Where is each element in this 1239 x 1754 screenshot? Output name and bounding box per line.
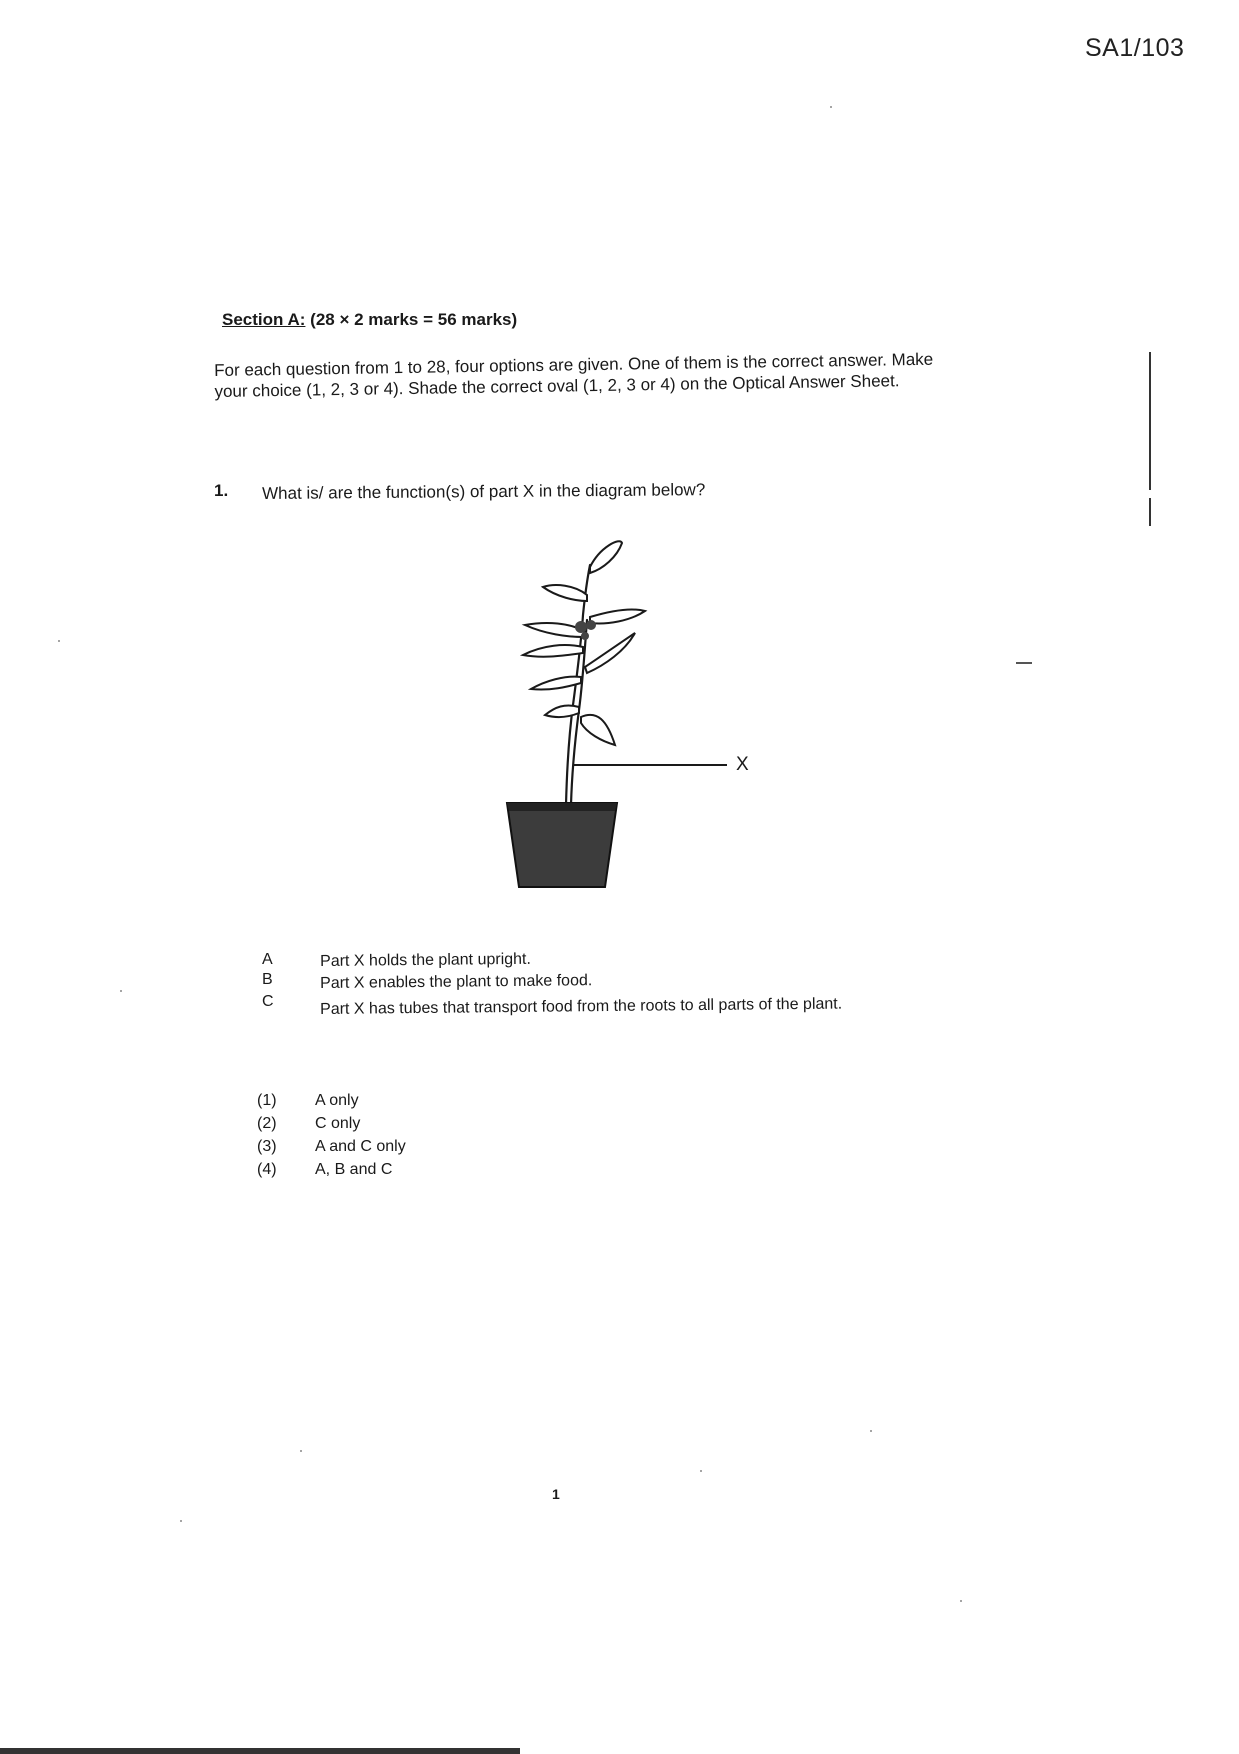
option-number: (4) <box>257 1161 277 1178</box>
scan-speck <box>700 1470 702 1472</box>
scan-speck <box>120 990 122 992</box>
statement-text: Part X holds the plant upright. <box>320 950 531 970</box>
option-text: A only <box>315 1092 359 1109</box>
scan-margin-line <box>1149 352 1151 490</box>
document-code: SA1/103 <box>1085 34 1185 62</box>
page-number: 1 <box>552 1486 560 1502</box>
leaf <box>545 705 579 717</box>
plant-diagram <box>495 535 785 895</box>
option-text: A and C only <box>315 1138 406 1155</box>
question-text: What is/ are the function(s) of part X in the diagram below? <box>262 480 706 503</box>
section-marks: (28 × 2 marks = 56 marks) <box>310 310 518 329</box>
section-label: Section A: <box>222 310 306 329</box>
leaf <box>531 677 581 690</box>
option-number: (2) <box>257 1115 277 1132</box>
statement-letter: A <box>262 951 273 968</box>
scan-speck <box>960 1600 962 1602</box>
scan-speck <box>58 640 60 642</box>
leaf <box>543 585 587 601</box>
option-text: A, B and C <box>315 1161 393 1178</box>
leaf <box>590 609 645 623</box>
leaf <box>590 541 622 573</box>
leaf <box>585 633 635 673</box>
leaf <box>525 623 584 637</box>
statement-letter: C <box>262 993 274 1010</box>
scan-speck <box>180 1520 182 1522</box>
statement-text: Part X enables the plant to make food. <box>320 972 593 992</box>
diagram-label-x: X <box>736 754 749 775</box>
scan-edge-mark <box>0 1748 520 1754</box>
leaf <box>581 715 615 745</box>
plant-pot <box>507 803 617 887</box>
statement-letter: B <box>262 971 273 988</box>
pot-rim <box>507 803 617 811</box>
option-number: (3) <box>257 1138 277 1155</box>
leaf <box>523 645 583 657</box>
scan-speck <box>300 1450 302 1452</box>
option-number: (1) <box>257 1092 277 1109</box>
statement-text: Part X has tubes that transport food from the roots to all parts of the plant. <box>320 995 843 1018</box>
scan-margin-line <box>1149 498 1151 526</box>
question-number: 1. <box>214 481 229 500</box>
option-text: C only <box>315 1115 361 1132</box>
scan-speck <box>830 106 832 108</box>
scan-speck <box>870 1430 872 1432</box>
scan-mark <box>1016 662 1032 664</box>
section-instructions: For each question from 1 to 28, four options are given. One of them is the correct answer. Make your choice (1, 2, 3 or 4). Shade the correct oval (1, 2, 3 or 4) on the Optical Answer Sheet. <box>214 349 934 401</box>
section-title <box>222 310 517 330</box>
